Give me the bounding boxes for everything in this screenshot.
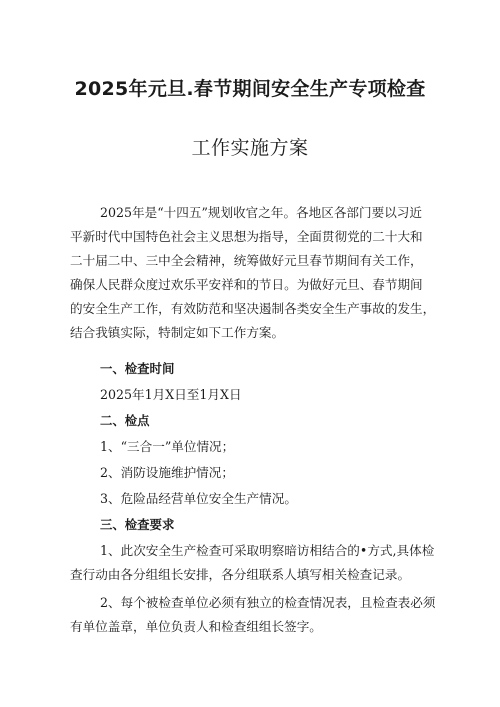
intro-line: 结合我镇实际，特制定如下工作方案。 <box>70 325 285 340</box>
section-heading-time: 一、检查时间 <box>100 361 175 376</box>
intro-line: 平新时代中国特色社会主义思想为指导，全面贯彻党的二十大和 <box>70 229 423 244</box>
inspection-dates: 2025年1月X日至1月X日 <box>100 387 242 402</box>
intro-line: 确保人民群众度过欢乐平安祥和的节日。为做好元旦、春节期间 <box>70 277 423 292</box>
requirement-line: 2、每个被检查单位必须有独立的检查情况表，且检查表必须 <box>100 595 436 610</box>
intro-line: 2025年是“十四五”规划收官之年。各地区各部门要以习近 <box>100 205 422 220</box>
requirement-line: 1、此次安全生产检查可采取明察暗访相结合的•方式,具体检 <box>100 543 435 558</box>
checkpoint-item: 2、消防设施维护情况； <box>100 465 234 480</box>
requirement-line: 查行动由各分组组长安排，各分组联系人填写相关检查记录。 <box>70 567 411 582</box>
intro-line: 二十届二中、三中全会精神，统筹做好元旦春节期间有关工作， <box>70 253 423 268</box>
checkpoint-item: 1、“三合一”单位情况； <box>100 439 235 454</box>
checkpoint-item: 3、危险品经营单位安全生产情况。 <box>100 491 297 506</box>
section-heading-requirements: 三、检查要求 <box>100 517 175 532</box>
intro-paragraph <box>70 201 448 345</box>
requirement-line: 有单位盖章，单位负责人和检查组组长签字。 <box>70 619 322 634</box>
requirement-paragraph-2 <box>70 591 448 639</box>
document-title-line2: 工作实施方案 <box>191 137 309 159</box>
document-title-line1: 2025年元旦.春节期间安全生产专项检查 <box>74 78 426 100</box>
section-heading-checkpoints: 二、检点 <box>100 413 150 428</box>
intro-line: 的安全生产工作，有效防范和坚决遏制各类安全生产事故的发生， <box>70 301 436 316</box>
requirement-paragraph-1 <box>70 539 448 587</box>
